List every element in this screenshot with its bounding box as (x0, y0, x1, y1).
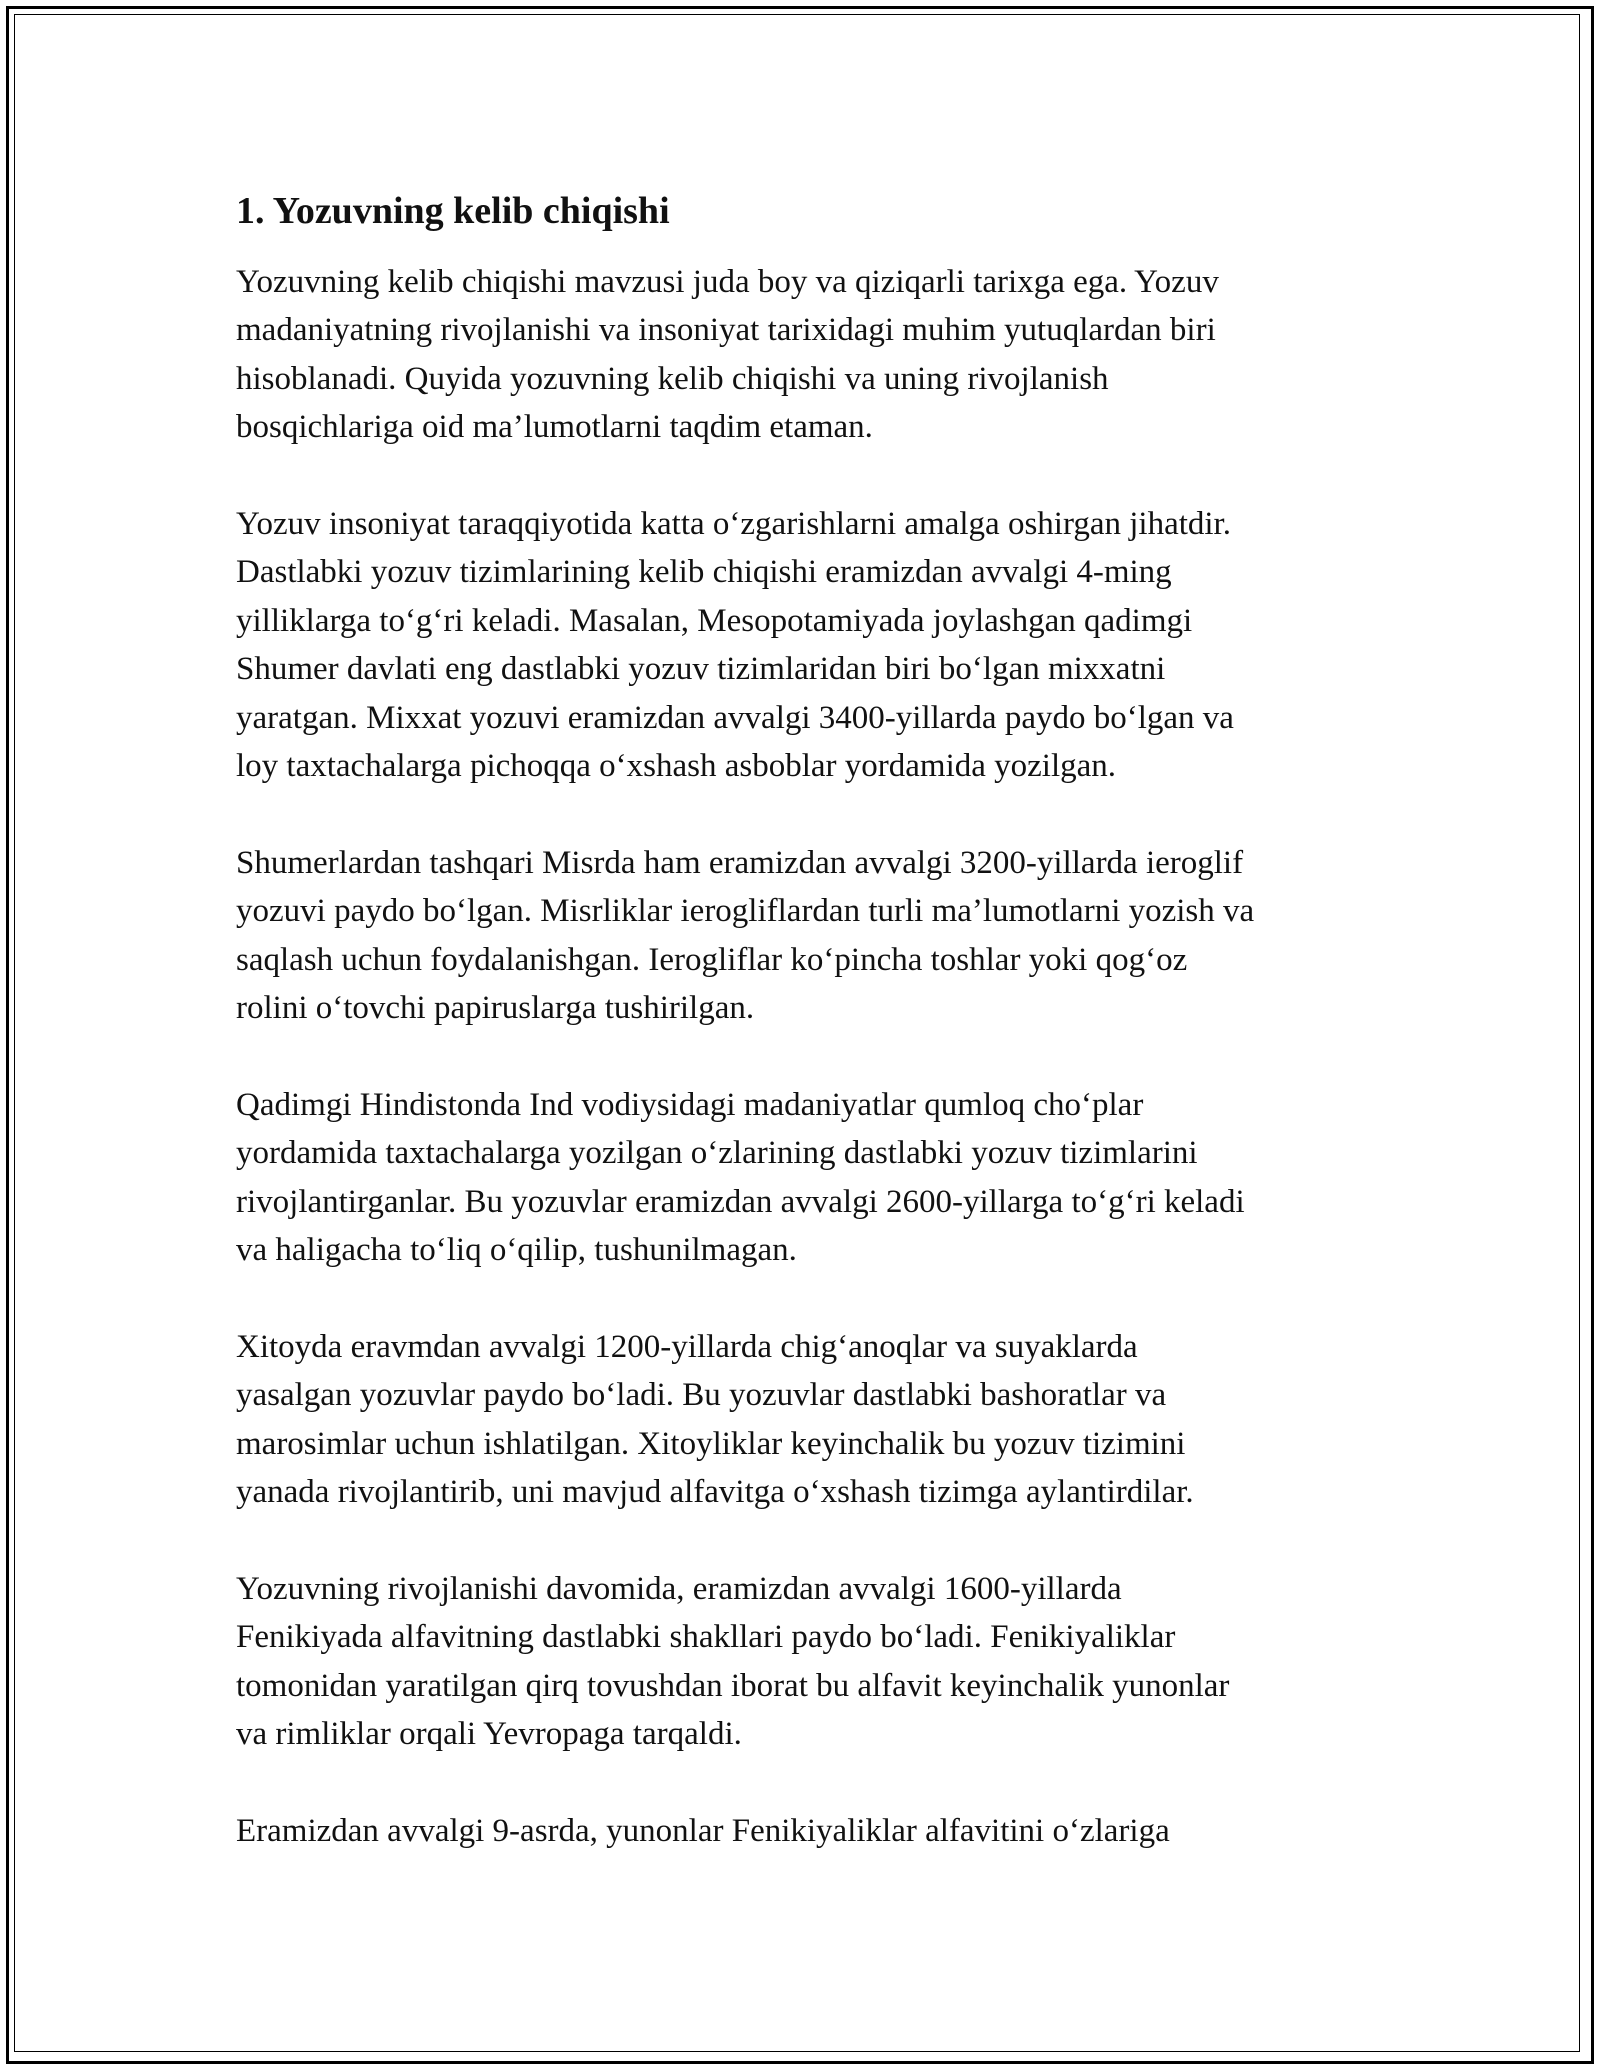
text-line: Eramizdan avvalgi 9-asrda, yunonlar Fenikiyaliklar alfavitini o‘zlariga (236, 1812, 1170, 1849)
text-line: yordamida taxtachalarga yozilgan o‘zlarining dastlabki yozuv tizimlarini (236, 1135, 1198, 1172)
text-line: rolini o‘tovchi papiruslarga tushirilgan. (236, 990, 755, 1027)
paragraph-6 (236, 1565, 1386, 1759)
text-line: va rimliklar orqali Yevropaga tarqaldi. (236, 1716, 742, 1753)
text-line: marosimlar uchun ishlatilgan. Xitoyliklar keyinchalik bu yozuv tizimini (236, 1425, 1186, 1462)
text-line: Shumer davlati eng dastlabki yozuv tizimlaridan biri bo‘lgan mixxatni (236, 651, 1166, 688)
text-line: tomonidan yaratilgan qirq tovushdan iborat bu alfavit keyinchalik yunonlar (236, 1667, 1230, 1704)
text-line: Yozuvning rivojlanishi davomida, eramizdan avvalgi 1600-yillarda (236, 1570, 1122, 1607)
text-line: hisoblanadi. Quyida yozuvning kelib chiqishi va uning rivojlanish (236, 360, 1109, 397)
text-line: Xitoyda eravmdan avvalgi 1200-yillarda chig‘anoqlar va suyaklarda (236, 1328, 1138, 1365)
text-line: Yozuv insoniyat taraqqiyotida katta o‘zgarishlarni amalga oshirgan jihatdir. (236, 506, 1231, 543)
paragraph-5 (236, 1323, 1386, 1517)
text-line: yanada rivojlantirib, uni mavjud alfavitga o‘xshash tizimga aylantirdilar. (236, 1474, 1194, 1511)
text-line: rivojlantirganlar. Bu yozuvlar eramizdan avvalgi 2600-yillarga to‘g‘ri keladi (236, 1183, 1245, 1220)
text-line: yasalgan yozuvlar paydo bo‘ladi. Bu yozuvlar dastlabki bashoratlar va (236, 1377, 1167, 1414)
text-line: Shumerlardan tashqari Misrda ham eramizdan avvalgi 3200-yillarda ieroglif (236, 844, 1244, 881)
section-heading: 1. Yozuvning kelib chiqishi (236, 190, 670, 232)
paragraph-2 (236, 500, 1386, 790)
text-line: loy taxtachalarga pichoqqa o‘xshash asboblar yordamida yozilgan. (236, 748, 1117, 785)
paragraph-1 (236, 258, 1386, 452)
text-line: Dastlabki yozuv tizimlarining kelib chiqishi eramizdan avvalgi 4-ming (236, 554, 1172, 591)
text-line: Yozuvning kelib chiqishi mavzusi juda boy va qiziqarli tarixga ega. Yozuv (236, 264, 1219, 300)
text-line: saqlash uchun foydalanishgan. Ierogliflar ko‘pincha toshlar yoki qog‘oz (236, 941, 1188, 978)
paragraph-4 (236, 1081, 1386, 1275)
text-line: va haligacha to‘liq o‘qilip, tushunilmagan. (236, 1232, 797, 1269)
text-line: Qadimgi Hindistonda Ind vodiysidagi madaniyatlar qumloq cho‘plar (236, 1086, 1144, 1123)
paragraph-3 (236, 839, 1386, 1033)
paragraph-7 (236, 1807, 1386, 1855)
text-line: yozuvi paydo bo‘lgan. Misrliklar ierogliflardan turli ma’lumotlarni yozish va (236, 893, 1255, 930)
text-line: yaratgan. Mixxat yozuvi eramizdan avvalgi 3400-yillarda paydo bo‘lgan va (236, 699, 1234, 736)
document-page (236, 186, 1386, 1904)
text-line: Fenikiyada alfavitning dastlabki shakllari paydo bo‘ladi. Fenikiyaliklar (236, 1619, 1176, 1656)
text-line: bosqichlariga oid ma’lumotlarni taqdim etaman. (236, 409, 873, 446)
text-line: madaniyatning rivojlanishi va insoniyat tarixidagi muhim yutuqlardan biri (236, 312, 1216, 349)
text-line: yilliklarga to‘g‘ri keladi. Masalan, Mesopotamiyada joylashgan qadimgi (236, 602, 1193, 639)
